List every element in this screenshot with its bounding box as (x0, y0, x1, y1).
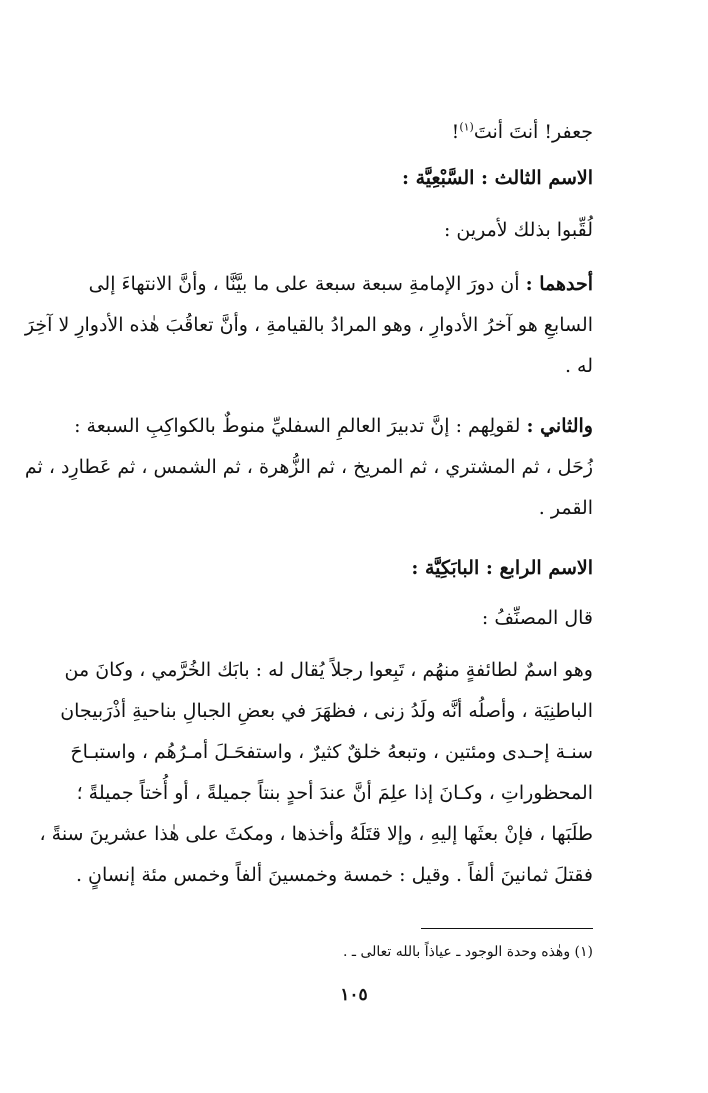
footnote-reference[interactable]: (١) (459, 120, 474, 134)
paragraph-line: سنـة إحـدى ومئتين ، وتبعهُ خلقٌ كثيرٌ ، واستفحَـلَ أمـرُهُم ، واستبـاحَ (70, 741, 593, 763)
paragraph-second-reason (24, 406, 593, 529)
paragraph-line (88, 264, 593, 305)
footnote-marker: (١) (574, 944, 593, 960)
footnote (108, 940, 593, 964)
paragraph-line: المحظوراتِ ، وكـانَ إذا علِمَ أنَّ عندَ أحدٍ بنتاً جميلةً ، أو أُختاً جميلةً ؛ (76, 782, 593, 804)
main-text-block (108, 112, 593, 153)
intro-line: لُقِّبوا بذلك لأمرين : (443, 219, 593, 241)
paragraph-line: القمر . (538, 497, 593, 519)
paragraph-line: فقتلَ ثمانينَ ألفاً . وقيل : خمسة وخمسينَ ألفاً وخمس مئة إنسانٍ . (75, 864, 593, 886)
paragraph-line: زُحَل ، ثم المشتري ، ثم المريخ ، ثم الزُّهرة ، ثم الشمس ، ثم عَطارِد ، ثم (24, 456, 593, 478)
paragraph-first-reason (24, 264, 593, 387)
footnote-divider (421, 928, 593, 929)
heading-text: الاسم الرابع : البابَكِيَّة : (411, 557, 593, 579)
paragraph-line (74, 406, 593, 447)
paragraph-babakiyya (39, 650, 593, 896)
continuation-text: جعفر! أنتَ أنتَ (473, 121, 593, 143)
lead-word: أحدهما : (525, 273, 593, 295)
paragraph-line: السابعِ هو آخرُ الأدوارِ ، وهو المرادُ بالقيامةِ ، وأنَّ تعاقُبَ هٰذه الأدوارِ لا آخِرَ (24, 314, 593, 336)
paragraph-line: وهو اسمٌ لطائفةٍ منهُم ، تَبِعوا رجلاً يُقال له : بابَك الخُرَّمي ، وكانَ من (64, 659, 593, 681)
paragraph-text: أن دورَ الإمامةِ سبعة سبعة على ما بيَّنَّا ، وأنَّ الانتهاءَ إلى (88, 273, 526, 295)
author-said-block (108, 598, 593, 639)
page-number: ١٠٥ (340, 985, 368, 1005)
author-said-line: قال المصنِّفُ : (481, 607, 593, 629)
paragraph-line: الباطنِيَة ، وأصلُه أنَّه ولَدُ زنى ، فظهَرَ في بعضِ الجبالِ بناحيةِ أذْرَبيجان (60, 700, 593, 722)
paragraph-line: طلَبَها ، فإنْ بعثَها إليهِ ، وإلا قتَلَهُ وأخذها ، ومكثَ على هٰذا عشرينَ سنةً ، (39, 823, 593, 845)
paragraph-line: له . (564, 355, 593, 377)
paragraph-text: لقولِهم : إنَّ تدبيرَ العالمِ السفليِّ منوطٌ بالكواكِبِ السبعة : (74, 415, 527, 437)
lead-word: والثاني : (526, 415, 593, 437)
intro-line-block (108, 210, 593, 251)
section-heading-third-name (108, 158, 593, 199)
continuation-end: ! (451, 121, 460, 143)
footnote-text: وهٰذه وحدة الوجود ـ عياذاً بالله تعالى ـ . (343, 944, 575, 960)
heading-text: الاسم الثالث : السَّبْعِيَّة : (401, 167, 593, 189)
continuation-line (108, 112, 593, 153)
section-heading-fourth-name (108, 548, 593, 589)
